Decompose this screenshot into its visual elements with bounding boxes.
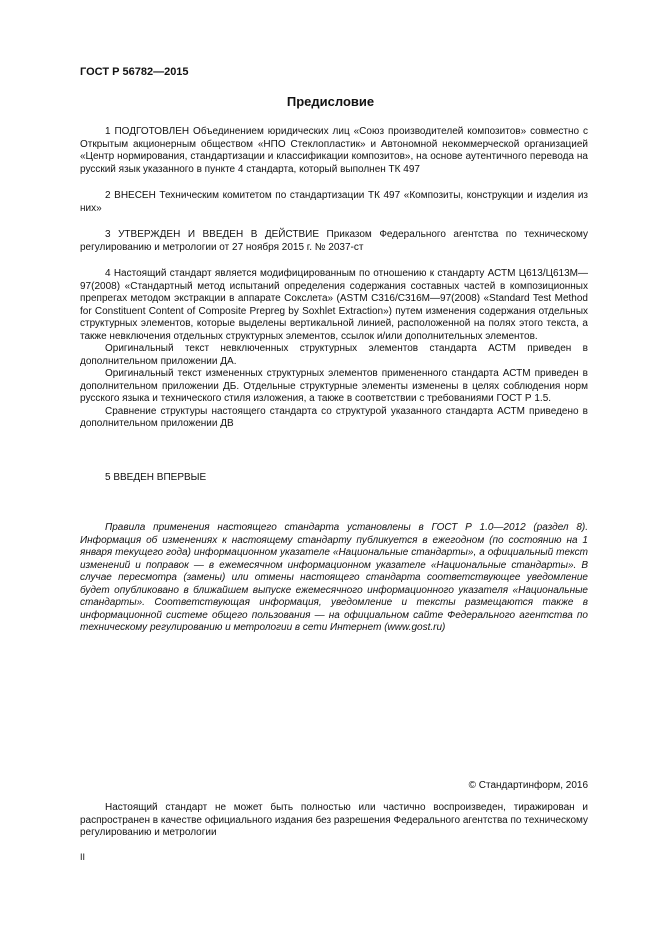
page-title: Предисловие	[286, 94, 375, 109]
item-1-text: 1 ПОДГОТОВЛЕН Объединением юридических лиц «Союз производителей композитов» совместно с Открытым акционерным обществом «НПО Стеклопластик» и Автономной некоммерческой организацией «Центр нормирования, стандартизации и классификации композитов», на основе аутентичного перевода на русский язык указанного в пункте 4 стандарта, который выполнен ТК 497	[80, 126, 588, 175]
rights-notice	[80, 802, 588, 840]
item-1	[80, 126, 588, 176]
item-4-annex-db: Оригинальный текст измененных структурных элементов примененного стандарта АСТМ приведен в дополнительном приложении ДБ. Отдельные структурные элементы изменены в целях соблюдения норм русского языка и технического стиля изложения, а также в соответствии с требованиями ГОСТ Р 1.5.	[80, 368, 588, 404]
item-5-text: 5 ВВЕДЕН ВПЕРВЫЕ	[105, 472, 207, 483]
application-notice	[80, 522, 588, 635]
copyright-line: © Стандартинформ, 2016	[468, 780, 588, 791]
page-number: II	[80, 852, 86, 862]
item-4-text: 4 Настоящий стандарт является модифицированным по отношению к стандарту АСТМ Ц613/Ц613М—97(2008) «Стандартный метод испытаний определения содержания составных частей в композиционных препрегах методом экстракции в аппарате Сокслета» (ASTM C316/C316M—97(2008) «Standard Test Method for Constituent Content of Composite Prepreg by Soxhlet Extraction») путем изменения содержания отдельных структурных элементов, которые выделены вертикальной линией, расположенной на полях этого текста, а также невключения отдельных структурных элементов, ссылок и/или дополнительных элементов.	[80, 268, 588, 342]
standard-code-header: ГОСТ Р 56782—2015	[80, 66, 189, 78]
item-2	[80, 190, 588, 215]
application-notice-text: Правила применения настоящего стандарта установлены в ГОСТ Р 1.0—2012 (раздел 8). Информация об изменениях к настоящему стандарту публикуется в ежегодном (по состоянию на 1 января текущего года) информационном указателе «Национальные стандарты», а официальный текст изменений и поправок — в ежемесячном информационном указателе «Национальные стандарты». В случае пересмотра (замены) или отмены настоящего стандарта соответствующее уведомление будет опубликовано в ближайшем выпуске ежемесячного информационного указателя «Национальные стандарты». Соответствующая информация, уведомление и тексты размещаются также в информационной системе общего пользования — на официальном сайте Федерального агентства по техническому регулированию и метрологии в сети Интернет (www.gost.ru)	[80, 522, 588, 633]
item-4-annex-da: Оригинальный текст невключенных структурных элементов стандарта АСТМ приведен в дополнительном приложении ДА.	[80, 343, 588, 367]
item-2-text: 2 ВНЕСЕН Техническим комитетом по стандартизации ТК 497 «Композиты, конструкции и изделия из них»	[80, 190, 588, 214]
item-3	[80, 229, 588, 254]
rights-notice-text: Настоящий стандарт не может быть полностью или частично воспроизведен, тиражирован и распространен в качестве официального издания без разрешения Федерального агентства по техническому регулированию и метрологии	[80, 802, 588, 838]
item-4	[80, 268, 588, 431]
item-4-annex-dv: Сравнение структуры настоящего стандарта со структурой указанного стандарта АСТМ приведено в дополнительном приложении ДВ	[80, 405, 588, 429]
item-3-text: 3 УТВЕРЖДЕН И ВВЕДЕН В ДЕЙСТВИЕ Приказом Федерального агентства по техническому регулированию и метрологии от 27 ноября 2015 г. № 2037-ст	[80, 229, 588, 253]
item-5	[80, 472, 588, 485]
